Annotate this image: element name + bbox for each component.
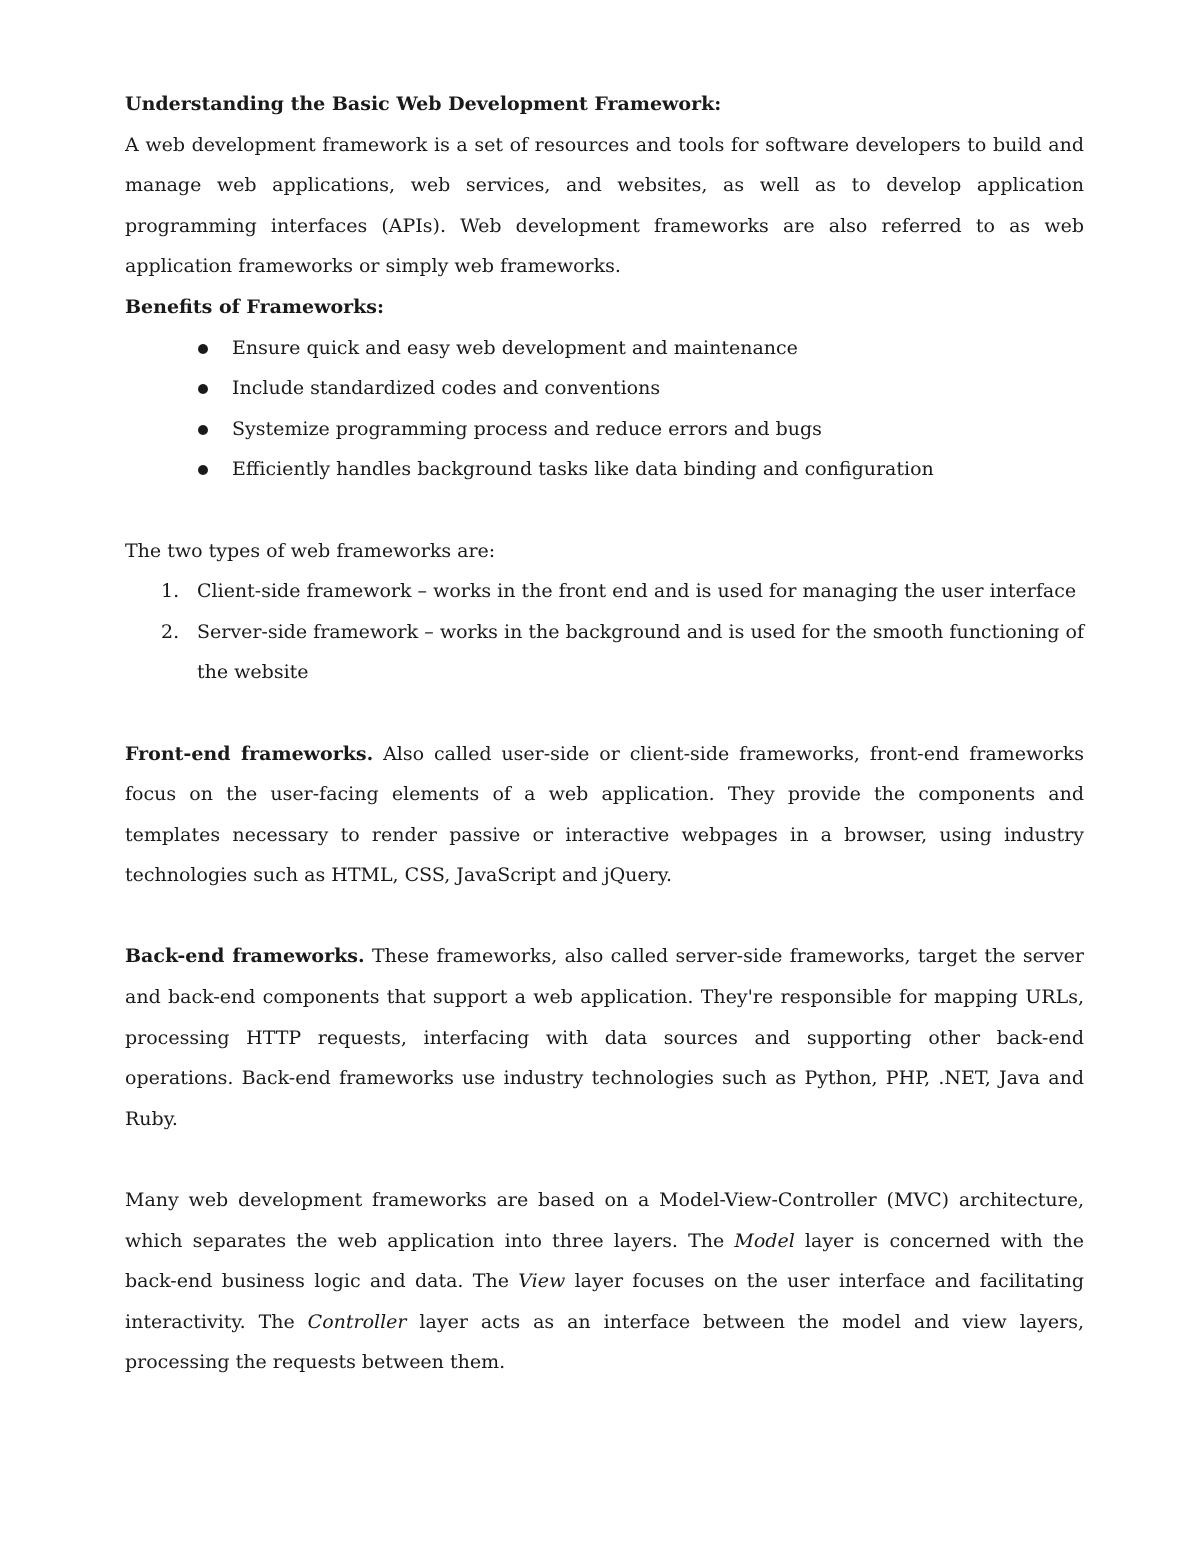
types-intro: The two types of web frameworks are: <box>125 539 496 562</box>
spacer <box>125 490 1084 531</box>
bullet-icon <box>198 465 208 475</box>
mvc-text-3: layer focuses on the user interface and facilitating interactivity. The <box>125 1270 1084 1333</box>
backend-paragraph <box>125 936 1084 1139</box>
backend-text: These frameworks, also called server-side frameworks, target the server and back-end components that support a web application. They're responsible for mapping URLs, processing HTTP requests, interfacing with data sources and supporting other back-end operations. Back-end frameworks use industry technologies such as Python, PHP, .NET, Java and Ruby. <box>125 945 1084 1130</box>
list-item <box>125 449 1084 490</box>
benefits-heading: Benefits of Frameworks: <box>125 295 384 318</box>
mvc-view-term: View <box>518 1270 566 1293</box>
mvc-model-term: Model <box>734 1229 795 1252</box>
document-page <box>125 84 1084 1383</box>
spacer <box>125 896 1084 937</box>
list-item <box>125 409 1084 450</box>
benefit-text: Systemize programming process and reduce errors and bugs <box>232 417 822 440</box>
mvc-controller-term: Controller <box>307 1310 407 1333</box>
types-list <box>125 571 1084 693</box>
intro-paragraph: A web development framework is a set of resources and tools for software developers to build and manage web applications, web services, and websites, as well as to develop application programming interfaces (APIs). Web development frameworks are also referred to as web application frameworks or simply web frameworks. <box>125 133 1084 278</box>
list-item <box>125 328 1084 369</box>
bullet-icon <box>198 384 208 394</box>
list-item <box>125 571 1084 612</box>
bullet-icon <box>198 425 208 435</box>
spacer <box>125 1139 1084 1180</box>
document-title: Understanding the Basic Web Development Framework: <box>125 93 722 115</box>
bullet-icon <box>198 344 208 354</box>
frontend-paragraph <box>125 734 1084 896</box>
spacer <box>125 693 1084 734</box>
mvc-text-1: Many web development frameworks are based on a Model-View-Controller (MVC) architecture, which separates the web application into three layers. The <box>125 1189 1084 1252</box>
mvc-text-4: layer acts as an interface between the model and view layers, processing the requests between them. <box>125 1310 1084 1374</box>
type-text: Client-side framework – works in the front end and is used for managing the user interface <box>197 580 1077 603</box>
backend-lead: Back-end frameworks. <box>125 945 365 968</box>
mvc-paragraph <box>125 1180 1084 1383</box>
list-number: 2. <box>161 620 180 643</box>
benefit-text: Ensure quick and easy web development and maintenance <box>232 336 798 359</box>
frontend-lead: Front-end frameworks. <box>125 742 374 765</box>
list-item <box>125 368 1084 409</box>
list-number: 1. <box>161 580 180 603</box>
type-text: Server-side framework – works in the background and is used for the smooth functioning of the website <box>197 620 1084 684</box>
benefit-text: Efficiently handles background tasks like data binding and configuration <box>232 458 934 481</box>
benefits-list <box>125 328 1084 490</box>
mvc-text-2: layer is concerned with the back-end business logic and data. The <box>125 1229 1085 1293</box>
frontend-text: Also called user-side or client-side frameworks, front-end frameworks focus on the user-facing elements of a web application. They provide the components and templates necessary to render passive or interactive webpages in a browser, using industry technologies such as HTML, CSS, JavaScript and jQuery. <box>125 742 1084 887</box>
benefit-text: Include standardized codes and conventions <box>232 377 661 400</box>
list-item <box>125 612 1084 693</box>
